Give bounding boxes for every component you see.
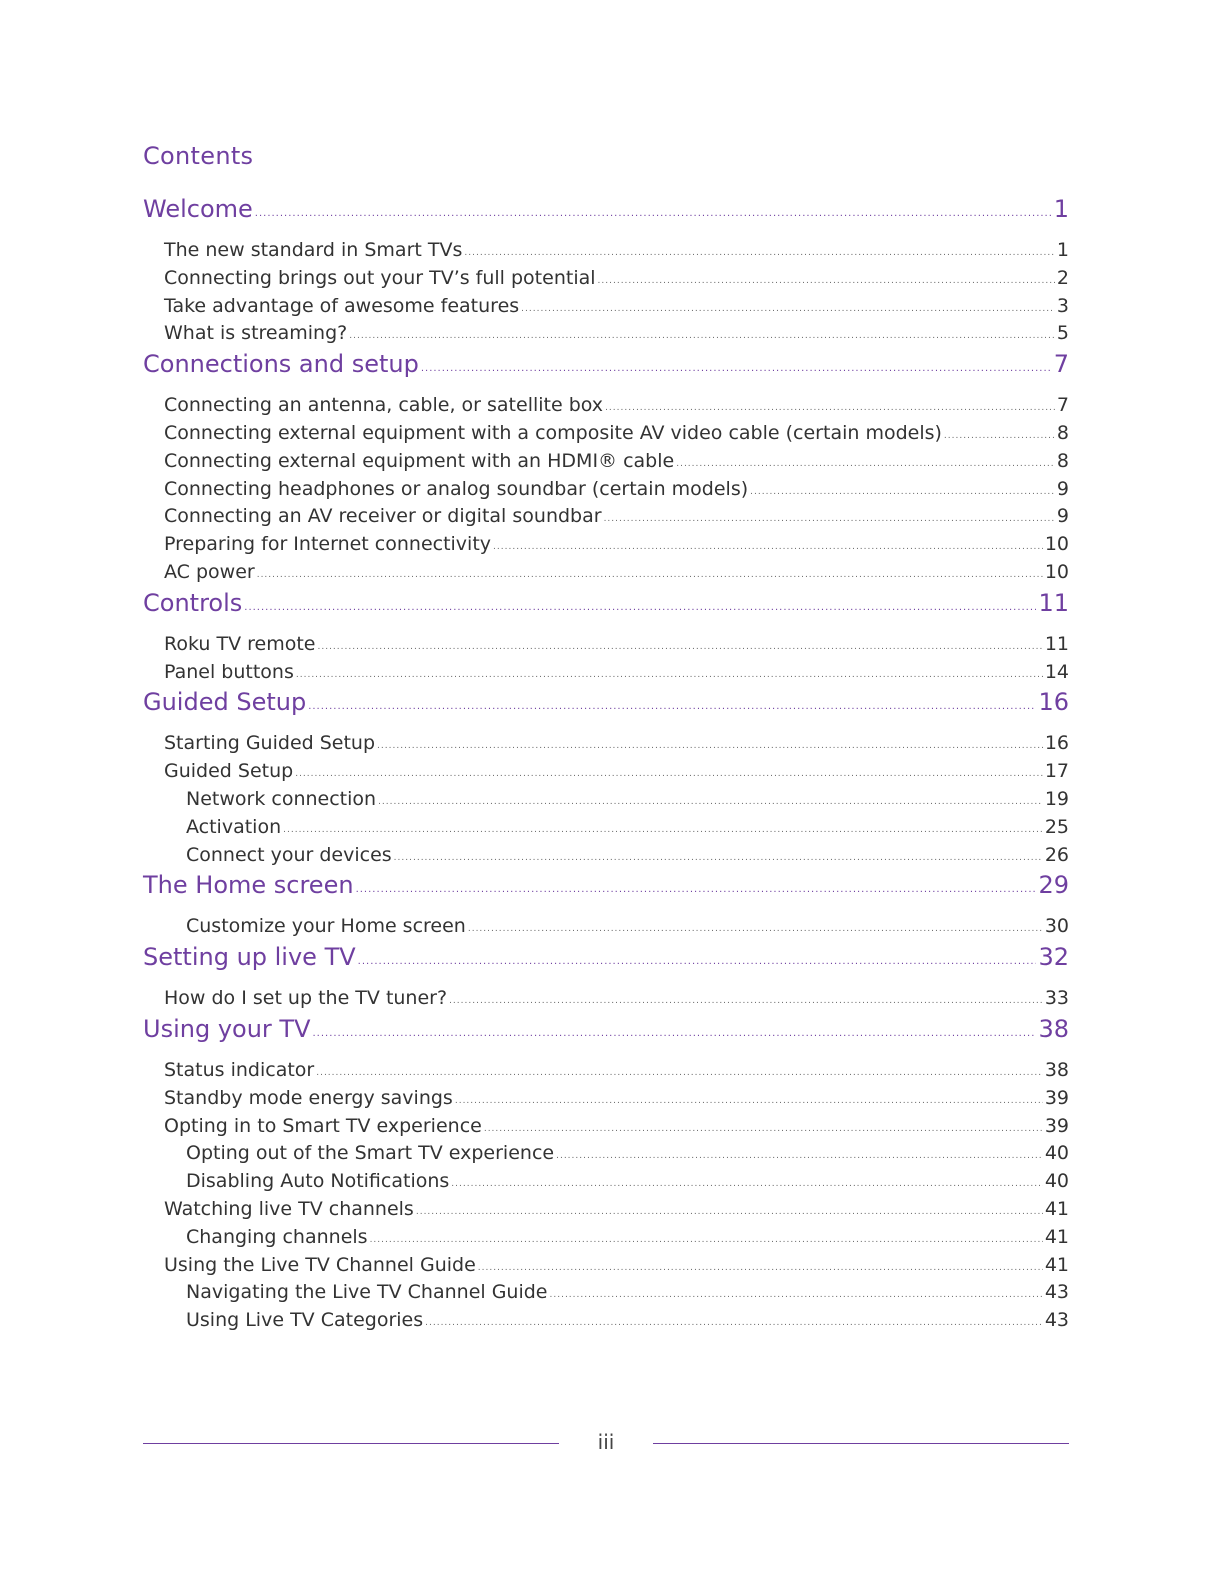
dot-leader xyxy=(550,1290,1043,1300)
toc-entry-label: Preparing for Internet connectivity xyxy=(164,533,492,556)
toc-section-heading-page-number: 29 xyxy=(1038,871,1069,900)
dot-leader xyxy=(556,1151,1043,1161)
toc-entry-label: Standby mode energy savings xyxy=(164,1086,453,1109)
toc-entry[interactable] xyxy=(143,1087,1069,1115)
toc-entry-page-number: 1 xyxy=(1056,239,1069,261)
dot-leader xyxy=(283,825,1043,835)
dot-leader xyxy=(356,884,1037,895)
dot-leader xyxy=(598,276,1055,286)
dot-leader xyxy=(312,1028,1036,1039)
toc-section-heading[interactable] xyxy=(143,871,1069,907)
toc-section-heading-label: Using your TV xyxy=(143,1014,311,1043)
toc-section-heading[interactable] xyxy=(143,1015,1069,1051)
toc-entry[interactable] xyxy=(143,394,1069,422)
dot-leader xyxy=(750,487,1055,497)
toc-entry[interactable] xyxy=(143,267,1069,295)
toc-entry-label: Roku TV remote xyxy=(164,632,316,655)
toc-entry-label: Take advantage of awesome features xyxy=(164,294,520,317)
toc-entry-label: Connecting an antenna, cable, or satellite box xyxy=(164,394,604,417)
toc-entry[interactable] xyxy=(143,1254,1069,1282)
toc-entry[interactable] xyxy=(143,239,1069,267)
toc-entry-page-number: 8 xyxy=(1056,449,1069,472)
toc-subentry-label: Activation xyxy=(186,815,282,838)
dot-leader xyxy=(378,797,1043,807)
toc-subentry-page-number: 30 xyxy=(1044,915,1069,938)
toc-subentry[interactable] xyxy=(143,1142,1069,1170)
toc-entry-page-number: 39 xyxy=(1044,1114,1069,1137)
toc-entry-page-number: 41 xyxy=(1044,1253,1069,1276)
contents-title: Contents xyxy=(143,142,254,170)
toc-subentry-page-number: 26 xyxy=(1044,843,1069,866)
dot-leader xyxy=(455,1096,1043,1106)
toc-section-heading-page-number: 1 xyxy=(1053,195,1069,223)
dot-leader xyxy=(308,701,1036,712)
toc-subentry-page-number: 19 xyxy=(1044,787,1069,810)
toc-entry-page-number: 14 xyxy=(1044,660,1069,683)
toc-subentry-page-number: 40 xyxy=(1044,1142,1069,1165)
toc-entry[interactable] xyxy=(143,450,1069,478)
toc-entry-label: Panel buttons xyxy=(164,660,294,683)
dot-leader xyxy=(605,403,1055,413)
toc-subentry[interactable] xyxy=(143,1226,1069,1254)
dot-leader xyxy=(317,642,1042,652)
toc-entry-label: Status indicator xyxy=(164,1058,315,1081)
toc-entry[interactable] xyxy=(143,1115,1069,1143)
dot-leader xyxy=(416,1207,1043,1217)
toc-subentry-page-number: 40 xyxy=(1044,1170,1069,1193)
toc-entry-label: Connecting headphones or analog soundbar (certain models) xyxy=(164,477,749,500)
dot-leader xyxy=(449,996,1043,1006)
toc-entry-page-number: 38 xyxy=(1044,1058,1069,1081)
dot-leader xyxy=(257,570,1043,580)
toc-entry-page-number: 41 xyxy=(1044,1197,1069,1220)
dot-leader xyxy=(425,1318,1043,1328)
toc-subentry-page-number: 41 xyxy=(1044,1225,1069,1248)
toc-entry[interactable] xyxy=(143,478,1069,506)
toc-entry-label: Connecting an AV receiver or digital soundbar xyxy=(164,505,602,528)
toc-subentry-label: Disabling Auto Notifications xyxy=(186,1170,450,1193)
toc-entry-page-number: 39 xyxy=(1044,1086,1069,1109)
toc-section-heading[interactable] xyxy=(143,350,1069,386)
toc-subentry-label: Using Live TV Categories xyxy=(186,1309,424,1332)
toc-section-heading[interactable] xyxy=(143,589,1069,625)
toc-section-heading-label: Setting up live TV xyxy=(143,943,356,972)
toc-entry-label: Connecting external equipment with a composite AV video cable (certain models) xyxy=(164,421,942,444)
dot-leader xyxy=(358,956,1037,967)
dot-leader xyxy=(468,924,1043,934)
toc-subentry-label: Changing channels xyxy=(186,1225,368,1248)
dot-leader xyxy=(464,248,1055,258)
toc-entry-page-number: 10 xyxy=(1044,560,1069,583)
toc-entry-page-number: 5 xyxy=(1056,322,1069,345)
toc-subentry-label: Customize your Home screen xyxy=(186,915,466,938)
toc-entry-page-number: 3 xyxy=(1056,294,1069,317)
toc-entry[interactable] xyxy=(143,633,1069,661)
footer-page-number: iii xyxy=(597,1430,615,1454)
dot-leader xyxy=(296,670,1043,680)
toc-entry-label: Connecting external equipment with an HDMI® cable xyxy=(164,449,675,472)
toc-entry-label: The new standard in Smart TVs xyxy=(164,239,463,261)
toc-entry[interactable] xyxy=(143,322,1069,350)
dot-leader xyxy=(349,331,1055,341)
toc-subentry[interactable] xyxy=(143,1281,1069,1309)
toc-subentry[interactable] xyxy=(143,1309,1069,1337)
toc-entry-page-number: 33 xyxy=(1044,987,1069,1010)
toc-entry-label: AC power xyxy=(164,560,255,583)
toc-entry-label: How do I set up the TV tuner? xyxy=(164,987,448,1010)
toc-entry[interactable] xyxy=(143,422,1069,450)
toc-section-heading-page-number: 38 xyxy=(1038,1014,1069,1043)
page-footer xyxy=(143,1430,1069,1460)
dot-leader xyxy=(676,459,1055,469)
toc-entry-page-number: 10 xyxy=(1044,533,1069,556)
toc-entry-label: Starting Guided Setup xyxy=(164,732,376,755)
toc-entry[interactable] xyxy=(143,1059,1069,1087)
toc-subentry[interactable] xyxy=(143,1170,1069,1198)
toc-section-heading[interactable] xyxy=(143,688,1069,724)
dot-leader xyxy=(493,542,1043,552)
toc-subentry-label: Network connection xyxy=(186,787,377,810)
toc-section-heading[interactable] xyxy=(143,195,1069,231)
toc-entry-label: Opting in to Smart TV experience xyxy=(164,1114,482,1137)
dot-leader xyxy=(451,1179,1043,1189)
toc-entry-page-number: 17 xyxy=(1044,760,1069,783)
toc-entry[interactable] xyxy=(143,760,1069,788)
toc-subentry[interactable] xyxy=(143,915,1069,943)
toc-entry-page-number: 8 xyxy=(1056,421,1069,444)
dot-leader xyxy=(394,853,1043,863)
toc-subentry-label: Navigating the Live TV Channel Guide xyxy=(186,1281,548,1304)
toc-entry-label: Watching live TV channels xyxy=(164,1197,414,1220)
toc-entry-page-number: 7 xyxy=(1056,394,1069,417)
toc-entry[interactable] xyxy=(143,533,1069,561)
table-of-contents xyxy=(143,195,1069,1337)
toc-section-heading-label: The Home screen xyxy=(143,871,354,900)
dot-leader xyxy=(484,1124,1043,1134)
toc-entry-page-number: 9 xyxy=(1056,505,1069,528)
toc-subentry-page-number: 43 xyxy=(1044,1281,1069,1304)
dot-leader xyxy=(377,741,1043,751)
dot-leader xyxy=(295,769,1043,779)
toc-subentry-label: Opting out of the Smart TV experience xyxy=(186,1142,555,1165)
toc-section-heading-label: Controls xyxy=(143,588,243,617)
toc-entry-label: Guided Setup xyxy=(164,760,294,783)
toc-subentry-page-number: 25 xyxy=(1044,815,1069,838)
toc-subentry-page-number: 43 xyxy=(1044,1309,1069,1332)
toc-section-heading-label: Welcome xyxy=(143,195,253,223)
toc-entry[interactable] xyxy=(143,561,1069,589)
toc-entry-page-number: 16 xyxy=(1044,732,1069,755)
dot-leader xyxy=(421,363,1052,374)
dot-leader xyxy=(944,431,1055,441)
toc-section-heading-label: Connections and setup xyxy=(143,350,419,379)
toc-entry-label: Connecting brings out your TV’s full potential xyxy=(164,266,596,289)
toc-section-heading-page-number: 32 xyxy=(1038,943,1069,972)
toc-section-heading-label: Guided Setup xyxy=(143,688,307,717)
dot-leader xyxy=(478,1263,1043,1273)
toc-section-heading-page-number: 11 xyxy=(1038,588,1069,617)
toc-entry[interactable] xyxy=(143,661,1069,689)
toc-entry[interactable] xyxy=(143,505,1069,533)
toc-entry-page-number: 2 xyxy=(1056,266,1069,289)
dot-leader xyxy=(244,602,1036,613)
toc-subentry[interactable] xyxy=(143,844,1069,872)
dot-leader xyxy=(370,1235,1043,1245)
toc-entry-page-number: 11 xyxy=(1044,632,1069,655)
footer-rule-right xyxy=(653,1443,1069,1444)
dot-leader xyxy=(316,1068,1043,1078)
toc-entry-label: Using the Live TV Channel Guide xyxy=(164,1253,476,1276)
toc-subentry[interactable] xyxy=(143,816,1069,844)
toc-entry[interactable] xyxy=(143,1198,1069,1226)
toc-entry-page-number: 9 xyxy=(1056,477,1069,500)
toc-entry[interactable] xyxy=(143,732,1069,760)
toc-entry[interactable] xyxy=(143,295,1069,323)
toc-subentry[interactable] xyxy=(143,788,1069,816)
toc-entry[interactable] xyxy=(143,987,1069,1015)
dot-leader xyxy=(604,514,1055,524)
dot-leader xyxy=(521,304,1055,314)
toc-section-heading[interactable] xyxy=(143,943,1069,979)
toc-entry-label: What is streaming? xyxy=(164,322,348,345)
dot-leader xyxy=(255,208,1052,219)
toc-section-heading-page-number: 16 xyxy=(1038,688,1069,717)
toc-section-heading-page-number: 7 xyxy=(1053,350,1069,379)
toc-subentry-label: Connect your devices xyxy=(186,843,392,866)
